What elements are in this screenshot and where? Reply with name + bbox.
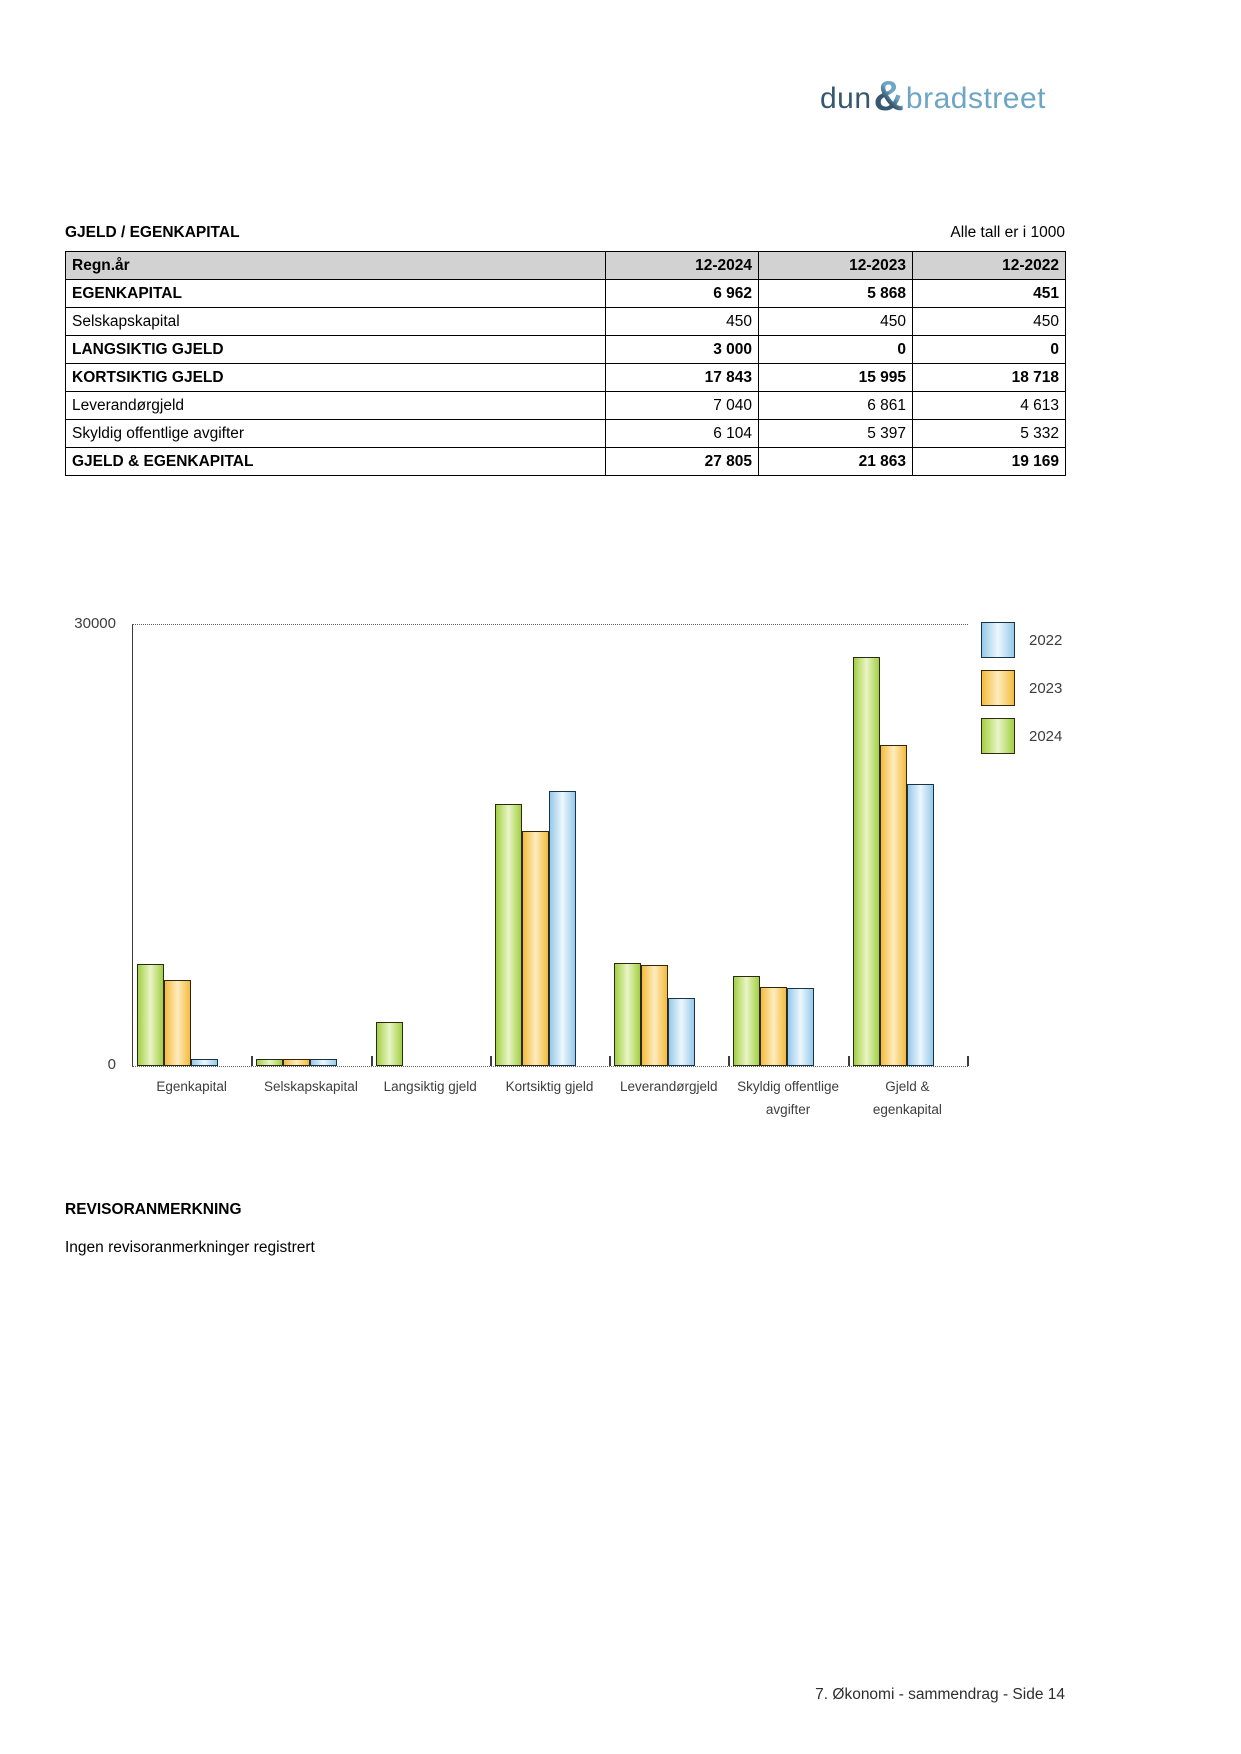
chart-bar-2024 — [495, 804, 522, 1066]
x-axis-category-label: Egenkapital — [156, 1079, 227, 1094]
row-label-cell: GJELD & EGENKAPITAL — [66, 448, 606, 476]
table-header-cell: 12-2024 — [606, 252, 759, 280]
chart-bar-2024 — [733, 976, 760, 1066]
financial-table — [65, 251, 1066, 476]
section-title: GJELD / EGENKAPITAL — [65, 224, 240, 241]
legend-swatch-2023 — [981, 670, 1015, 706]
row-value-cell: 7 040 — [606, 392, 759, 420]
table-row — [66, 448, 1066, 476]
chart-bar-2023 — [641, 965, 668, 1066]
row-value-cell: 27 805 — [606, 448, 759, 476]
legend-item — [981, 622, 1062, 658]
row-value-cell: 17 843 — [606, 364, 759, 392]
row-label-cell: Selskapskapital — [66, 308, 606, 336]
row-value-cell: 0 — [759, 336, 913, 364]
row-value-cell: 5 868 — [759, 280, 913, 308]
chart-bar-2023 — [164, 980, 191, 1066]
logo-dun-text: dun — [820, 82, 872, 115]
table-row — [66, 364, 1066, 392]
chart-bar-2022 — [310, 1059, 337, 1066]
row-value-cell: 450 — [759, 308, 913, 336]
chart-bar-2022 — [907, 784, 934, 1066]
chart-bar-2024 — [614, 963, 641, 1066]
chart-bar-2024 — [137, 964, 164, 1066]
legend-swatch-2022 — [981, 622, 1015, 658]
x-axis-tick — [490, 1056, 492, 1066]
x-axis-category-label: Langsiktig gjeld — [383, 1079, 477, 1094]
table-row — [66, 420, 1066, 448]
table-row — [66, 280, 1066, 308]
x-axis-category-label: Leverandørgjeld — [620, 1079, 718, 1094]
x-axis-tick — [967, 1056, 969, 1066]
chart-bar-2022 — [787, 988, 814, 1066]
x-axis-category-label: Skyldig offentlige avgifter — [737, 1079, 839, 1117]
table-row — [66, 308, 1066, 336]
row-label-cell: Skyldig offentlige avgifter — [66, 420, 606, 448]
table-header-cell: 12-2023 — [759, 252, 913, 280]
legend-label: 2022 — [1029, 631, 1063, 649]
logo-bradstreet-text: bradstreet — [905, 82, 1046, 115]
legend-swatch-2024 — [981, 718, 1015, 754]
page-footer: 7. Økonomi - sammendrag - Side 14 — [815, 1686, 1065, 1703]
x-axis-category-label: Selskapskapital — [264, 1079, 358, 1094]
chart-bar-2022 — [549, 791, 576, 1066]
x-axis-category-label: Kortsiktig gjeld — [505, 1079, 594, 1094]
legend-item — [981, 718, 1062, 754]
chart-bar-2024 — [853, 657, 880, 1066]
y-axis-tick-label-zero: 0 — [107, 1056, 116, 1073]
x-axis-tick — [371, 1056, 373, 1066]
row-value-cell: 450 — [606, 308, 759, 336]
auditor-remarks-title: REVISORANMERKNING — [65, 1201, 242, 1218]
chart-bar-2024 — [256, 1059, 283, 1066]
row-label-cell: KORTSIKTIG GJELD — [66, 364, 606, 392]
row-value-cell: 15 995 — [759, 364, 913, 392]
x-axis-tick — [728, 1056, 730, 1066]
row-label-cell: Leverandørgjeld — [66, 392, 606, 420]
logo-ampersand-icon: & — [873, 72, 904, 119]
chart-bar-2024 — [376, 1022, 403, 1066]
table-header-cell: 12-2022 — [913, 252, 1066, 280]
row-value-cell: 451 — [913, 280, 1066, 308]
balance-bar-chart — [132, 624, 968, 1067]
row-value-cell: 21 863 — [759, 448, 913, 476]
chart-legend — [981, 622, 1062, 766]
table-body — [66, 280, 1066, 476]
chart-bar-2022 — [668, 998, 695, 1066]
row-value-cell: 6 861 — [759, 392, 913, 420]
row-value-cell: 3 000 — [606, 336, 759, 364]
row-value-cell: 5 397 — [759, 420, 913, 448]
dun-bradstreet-logo — [820, 70, 1046, 118]
chart-bar-2022 — [191, 1059, 218, 1066]
row-label-cell: EGENKAPITAL — [66, 280, 606, 308]
row-value-cell: 450 — [913, 308, 1066, 336]
chart-bar-2023 — [522, 831, 549, 1066]
row-value-cell: 18 718 — [913, 364, 1066, 392]
table-row — [66, 336, 1066, 364]
row-value-cell: 6 962 — [606, 280, 759, 308]
x-axis-tick — [609, 1056, 611, 1066]
units-note: Alle tall er i 1000 — [950, 224, 1065, 241]
legend-label: 2023 — [1029, 679, 1063, 697]
x-axis-tick — [848, 1056, 850, 1066]
row-value-cell: 19 169 — [913, 448, 1066, 476]
chart-bar-2023 — [283, 1059, 310, 1066]
chart-bar-2023 — [760, 987, 787, 1066]
legend-label: 2024 — [1029, 727, 1063, 745]
legend-item — [981, 670, 1062, 706]
y-axis-tick-label-max: 30000 — [74, 615, 116, 632]
chart-bar-2023 — [880, 745, 907, 1066]
table-head — [66, 252, 1066, 280]
row-value-cell: 0 — [913, 336, 1066, 364]
row-value-cell: 4 613 — [913, 392, 1066, 420]
auditor-remarks-text: Ingen revisoranmerkninger registrert — [65, 1239, 315, 1256]
row-value-cell: 5 332 — [913, 420, 1066, 448]
x-axis-tick — [251, 1056, 253, 1066]
table-row — [66, 392, 1066, 420]
table-header-cell: Regn.år — [66, 252, 606, 280]
row-value-cell: 6 104 — [606, 420, 759, 448]
row-label-cell: LANGSIKTIG GJELD — [66, 336, 606, 364]
x-axis-category-label: Gjeld & egenkapital — [872, 1079, 942, 1117]
